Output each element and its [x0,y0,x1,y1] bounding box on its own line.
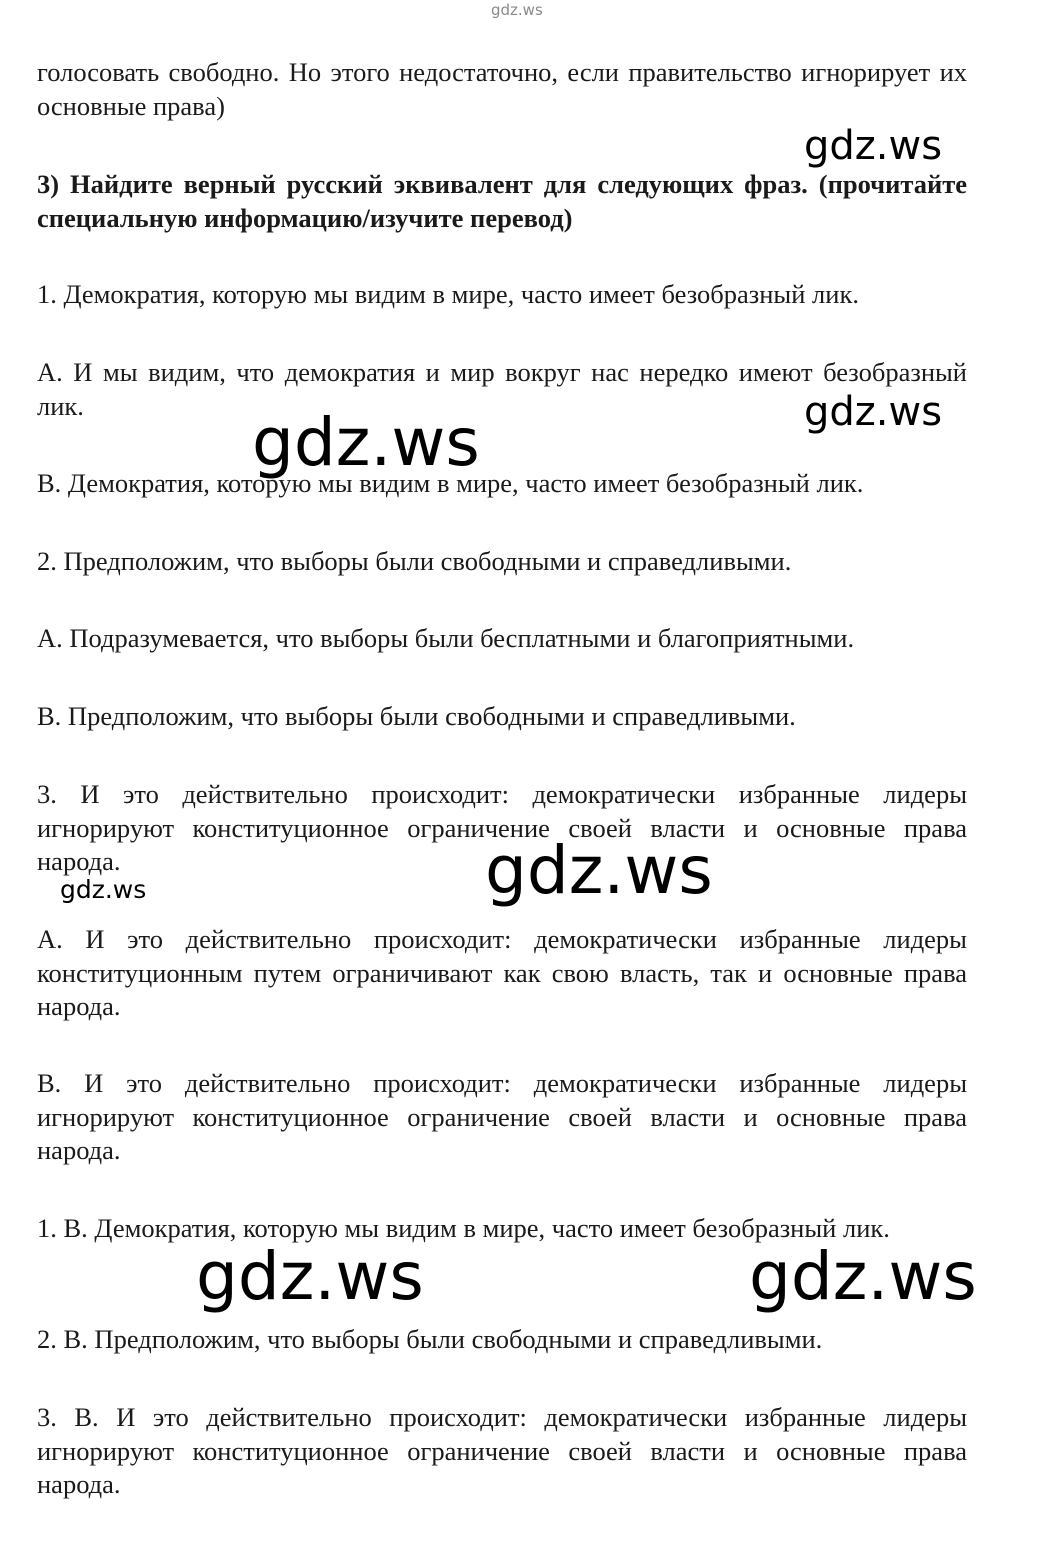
question-3: 3. И это действительно происходит: демократически избранные лидеры игнорируют конституционное ограничение своей власти и основные права народа. [37,779,967,876]
task-heading: 3) Найдите верный русский эквивалент для следующих фраз. (прочитайте специальную информацию/изучите перевод) [37,169,967,233]
question-3-option-b: В. И это действительно происходит: демократически избранные лидеры игнорируют конституционное ограничение своей власти и основные права народа. [37,1068,967,1165]
document-page [37,0,967,1559]
question-2-option-a: А. Подразумевается, что выборы были бесплатными и благоприятными. [37,623,855,653]
answer-2: 2. В. Предположим, что выборы были свободными и справедливыми. [37,1324,823,1354]
question-1-option-a: А. И мы видим, что демократия и мир вокруг нас нередко имеют безобразный лик. [37,357,967,421]
watermark-6: gdz.ws [196,1238,424,1315]
question-1-option-b: В. Демократия, которую мы видим в мире, часто имеет безобразный лик. [37,468,864,498]
watermark-3: gdz.ws [252,404,480,481]
answer-3: 3. В. И это действительно происходит: демократически избранные лидеры игнорируют конституционное ограничение своей власти и основные права народа. [37,1402,967,1499]
watermark-5: gdz.ws [60,875,147,904]
watermark-7: gdz.ws [749,1238,977,1315]
watermark-2: gdz.ws [804,389,943,435]
watermark-1: gdz.ws [804,123,943,169]
question-2-option-b: В. Предположим, что выборы были свободными и справедливыми. [37,701,796,731]
question-2: 2. Предположим, что выборы были свободными и справедливыми. [37,546,792,576]
watermark-4: gdz.ws [485,832,713,909]
question-3-option-a: А. И это действительно происходит: демократически избранные лидеры конституционным путем ограничивают как свою власть, так и основные права народа. [37,924,967,1021]
header-watermark: gdz.ws [491,1,543,19]
question-1: 1. Демократия, которую мы видим в мире, часто имеет безобразный лик. [37,279,859,309]
answer-1: 1. В. Демократия, которую мы видим в мире, часто имеет безобразный лик. [37,1213,890,1243]
intro-tail-paragraph: голосовать свободно. Но этого недостаточно, если правительство игнорирует их основные права) [37,57,967,121]
